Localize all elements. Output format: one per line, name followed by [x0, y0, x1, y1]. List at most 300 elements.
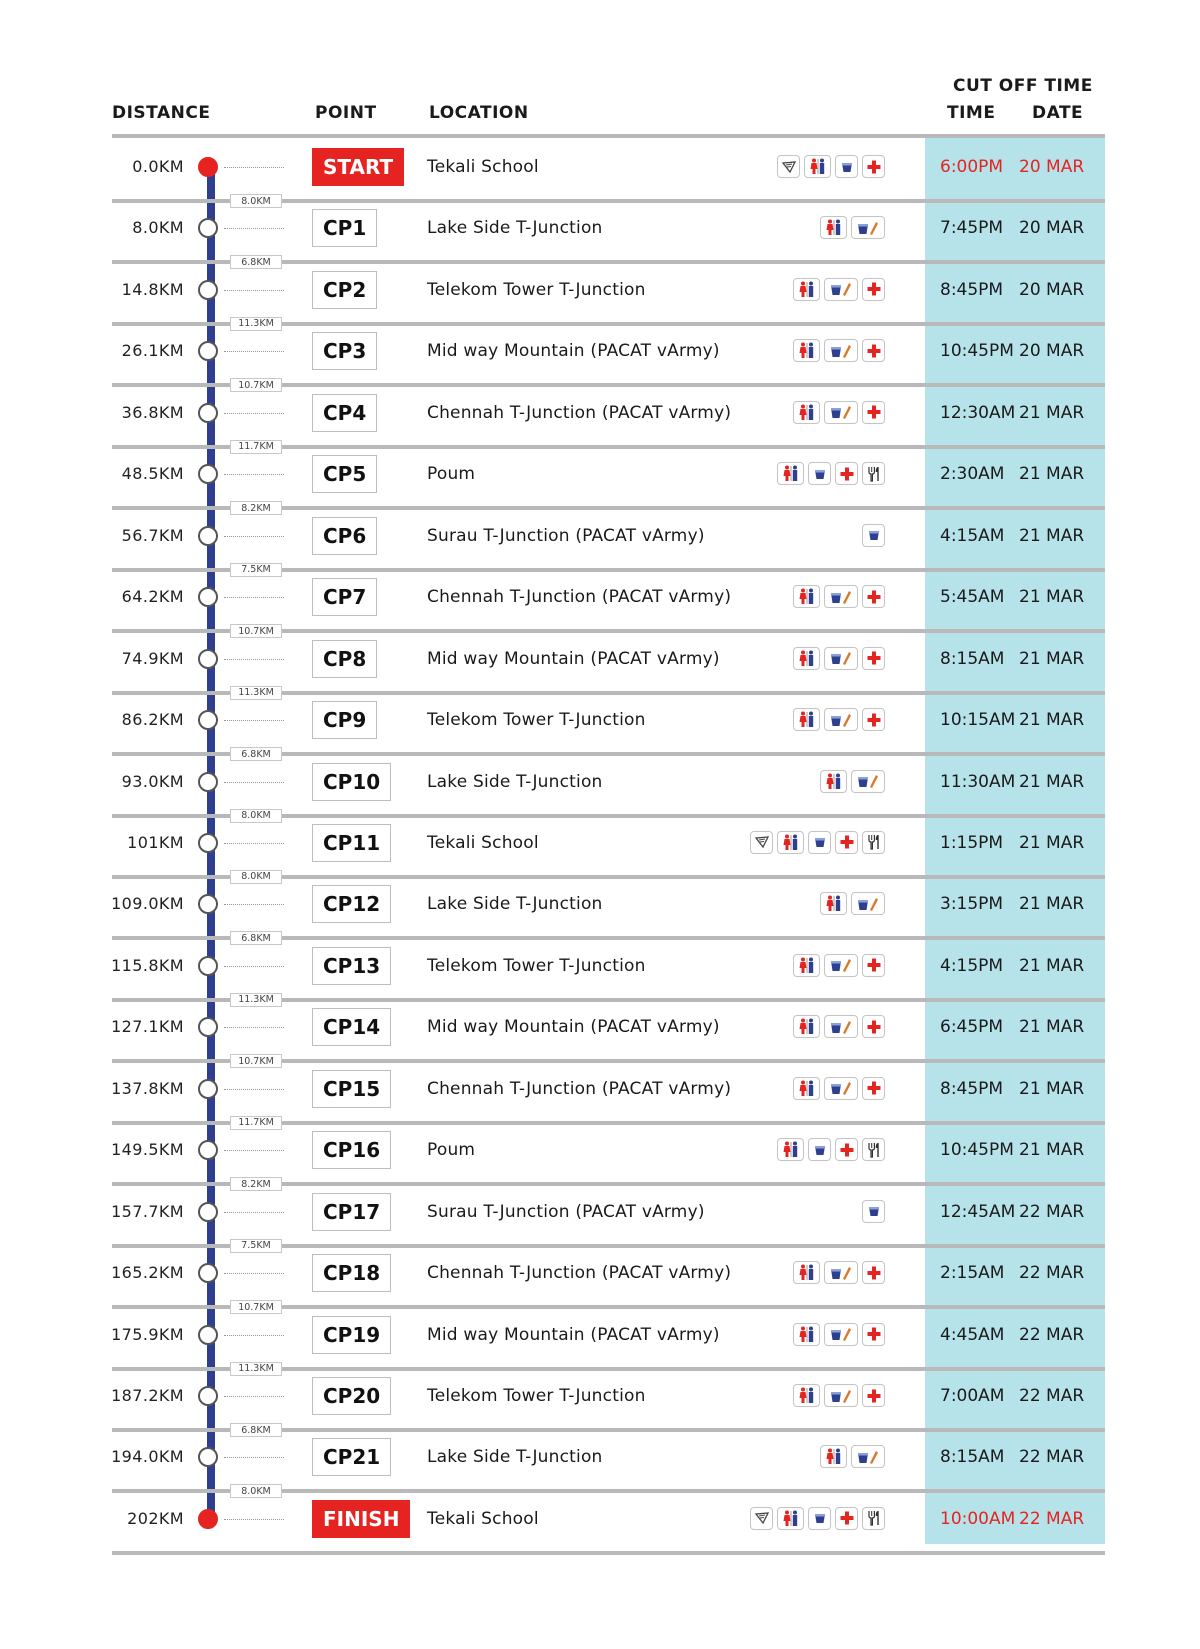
facility-icons [793, 585, 885, 608]
toilet-icon [820, 216, 847, 239]
distance-value: 194.0KM [111, 1447, 184, 1467]
cutoff-time: 10:00AM [940, 1508, 1016, 1529]
cutoff-date: 20 MAR [1019, 279, 1085, 300]
distance-value: 74.9KM [121, 648, 184, 668]
dotted-leader [224, 1089, 284, 1090]
cutoff-date: 21 MAR [1019, 710, 1085, 731]
segment-distance: 11.3KM [230, 993, 282, 1007]
point-badge: CP9 [312, 701, 377, 739]
segment-distance: 11.3KM [230, 1362, 282, 1376]
point-badge: CP4 [312, 394, 377, 432]
point-badge: CP17 [312, 1193, 391, 1231]
segment-distance: 11.7KM [230, 1116, 282, 1130]
aid-icon [862, 1323, 885, 1346]
aid-icon [862, 401, 885, 424]
dotted-leader [224, 1273, 284, 1274]
cutoff-date: 21 MAR [1019, 955, 1085, 976]
table-row [0, 885, 1200, 925]
facility-icons [862, 1200, 885, 1223]
point-badge: CP16 [312, 1131, 391, 1169]
location-name: Mid way Mountain (PACAT vArmy) [427, 1017, 720, 1038]
distance-value: 0.0KM [132, 157, 184, 176]
dotted-leader [224, 536, 284, 537]
cutoff-date: 20 MAR [1019, 157, 1085, 177]
distance-value: 137.8KM [111, 1078, 184, 1098]
location-name: Lake Side T-Junction [427, 771, 603, 792]
distance-value: 115.8KM [111, 955, 184, 975]
distance-value: 36.8KM [121, 402, 184, 422]
checkpoint-node [198, 526, 218, 546]
facility-icons [820, 892, 885, 915]
facility-icons [793, 401, 885, 424]
header-date: DATE [1032, 103, 1084, 123]
cutoff-date: 21 MAR [1019, 648, 1085, 669]
table-row [0, 947, 1200, 987]
cutoff-date: 21 MAR [1019, 1140, 1085, 1161]
table-row [0, 455, 1200, 495]
location-name: Chennah T-Junction (PACAT vArmy) [427, 1078, 732, 1099]
table-row [0, 1254, 1200, 1294]
toilet-icon [793, 1015, 820, 1038]
distance-value: 93.0KM [121, 771, 184, 791]
table-row [0, 517, 1200, 557]
cutoff-time: 10:45PM [940, 1140, 1014, 1161]
point-badge: CP10 [312, 763, 391, 801]
cutoff-date: 20 MAR [1019, 341, 1085, 362]
table-row [0, 578, 1200, 618]
point-badge: CP21 [312, 1438, 391, 1476]
header-location: LOCATION [429, 103, 529, 123]
table-row [0, 1316, 1200, 1356]
water-food-icon [851, 1445, 885, 1468]
cutoff-time: 5:45AM [940, 587, 1005, 608]
distance-value: 8.0KM [132, 218, 184, 238]
cutoff-date: 21 MAR [1019, 525, 1085, 546]
meal-icon [862, 462, 885, 485]
facility-icons [777, 155, 885, 178]
cutoff-time: 2:30AM [940, 464, 1005, 485]
point-badge: CP18 [312, 1254, 391, 1292]
table-row [0, 640, 1200, 680]
segment-distance: 11.7KM [230, 440, 282, 454]
checkpoint-node [198, 341, 218, 361]
cutoff-date: 22 MAR [1019, 1447, 1085, 1468]
water-icon [835, 155, 858, 178]
facility-icons [862, 524, 885, 547]
aid-icon [862, 1384, 885, 1407]
point-badge: CP13 [312, 947, 391, 985]
dotted-leader [224, 904, 284, 905]
location-name: Telekom Tower T-Junction [427, 710, 646, 731]
toilet-icon [793, 708, 820, 731]
segment-distance: 11.3KM [230, 317, 282, 331]
toilet-icon [793, 401, 820, 424]
aid-icon [835, 462, 858, 485]
facility-icons [793, 1384, 885, 1407]
checkpoint-node [198, 1079, 218, 1099]
segment-distance: 11.3KM [230, 686, 282, 700]
point-badge: CP15 [312, 1070, 391, 1108]
toilet-icon [793, 647, 820, 670]
aid-icon [862, 155, 885, 178]
cutoff-date: 22 MAR [1019, 1201, 1085, 1222]
cutoff-date: 21 MAR [1019, 771, 1085, 792]
toilet-icon [820, 770, 847, 793]
toilet-icon [820, 892, 847, 915]
header-cutoff-time: CUT OFF TIME [953, 76, 1093, 96]
water-food-icon [824, 1384, 858, 1407]
segment-distance: 6.8KM [230, 747, 282, 761]
toilet-icon [793, 339, 820, 362]
point-badge: START [312, 148, 404, 186]
dotted-leader [224, 228, 284, 229]
location-name: Mid way Mountain (PACAT vArmy) [427, 341, 720, 362]
cutoff-time: 8:15AM [940, 648, 1005, 669]
facility-icons [793, 339, 885, 362]
table-row [0, 1377, 1200, 1417]
dotted-leader [224, 720, 284, 721]
location-name: Chennah T-Junction (PACAT vArmy) [427, 587, 732, 608]
water-food-icon [824, 401, 858, 424]
aid-icon [862, 708, 885, 731]
water-food-icon [824, 1015, 858, 1038]
location-name: Lake Side T-Junction [427, 1447, 603, 1468]
cutoff-time: 2:15AM [940, 1263, 1005, 1284]
location-name: Chennah T-Junction (PACAT vArmy) [427, 1263, 732, 1284]
point-badge: CP7 [312, 578, 377, 616]
aid-icon [862, 1077, 885, 1100]
dotted-leader [224, 597, 284, 598]
distance-value: 14.8KM [121, 279, 184, 299]
dotted-leader [224, 474, 284, 475]
cutoff-time: 4:15PM [940, 955, 1004, 976]
distance-value: 165.2KM [111, 1263, 184, 1283]
segment-distance: 10.7KM [230, 624, 282, 638]
cutoff-time: 8:45PM [940, 1078, 1004, 1099]
terminal-node [198, 1509, 218, 1529]
meal-icon [862, 831, 885, 854]
toilet-icon [793, 585, 820, 608]
table-row [0, 148, 1200, 188]
facility-icons [793, 1077, 885, 1100]
segment-distance: 10.7KM [230, 1054, 282, 1068]
checkpoint-node [198, 649, 218, 669]
facility-icons [777, 462, 885, 485]
segment-distance: 7.5KM [230, 563, 282, 577]
point-badge: FINISH [312, 1500, 410, 1538]
cutoff-time: 1:15PM [940, 832, 1004, 853]
aid-icon [862, 1015, 885, 1038]
meal-icon [862, 1507, 885, 1530]
location-name: Tekali School [427, 832, 539, 853]
cutoff-time: 3:15PM [940, 894, 1004, 915]
table-row [0, 394, 1200, 434]
header-point: POINT [315, 103, 377, 123]
location-name: Poum [427, 1140, 476, 1161]
table-row [0, 1438, 1200, 1478]
cutoff-time: 4:45AM [940, 1324, 1005, 1345]
header-time: TIME [947, 103, 996, 123]
cutoff-date: 22 MAR [1019, 1263, 1085, 1284]
water-icon [862, 524, 885, 547]
cutoff-date: 22 MAR [1019, 1324, 1085, 1345]
distance-value: 202KM [127, 1508, 184, 1528]
point-badge: CP11 [312, 824, 391, 862]
water-icon [808, 831, 831, 854]
dotted-leader [224, 1027, 284, 1028]
facility-icons [777, 1138, 885, 1161]
cutoff-date: 22 MAR [1019, 1386, 1085, 1406]
cutoff-date: 22 MAR [1019, 1508, 1085, 1529]
segment-distance: 10.7KM [230, 1300, 282, 1314]
water-icon [862, 1200, 885, 1223]
cutoff-date: 20 MAR [1019, 218, 1085, 239]
aid-icon [862, 1261, 885, 1284]
facility-icons [793, 1015, 885, 1038]
aid-icon [862, 647, 885, 670]
cutoff-date: 21 MAR [1019, 1078, 1085, 1099]
header-distance: DISTANCE [112, 103, 211, 123]
cutoff-time: 8:15AM [940, 1447, 1005, 1468]
cutoff-date: 21 MAR [1019, 832, 1085, 853]
water-icon [808, 1507, 831, 1530]
cutoff-date: 21 MAR [1019, 402, 1085, 423]
segment-distance: 8.2KM [230, 1177, 282, 1191]
table-row [0, 1070, 1200, 1110]
timer-icon [750, 831, 773, 854]
segment-distance: 10.7KM [230, 378, 282, 392]
checkpoint-node [198, 403, 218, 423]
checkpoint-node [198, 1447, 218, 1467]
cutoff-time: 10:45PM [940, 341, 1014, 362]
distance-value: 157.7KM [111, 1201, 184, 1221]
timer-icon [777, 155, 800, 178]
facility-icons [793, 647, 885, 670]
checkpoint-node [198, 1386, 218, 1406]
location-name: Tekali School [427, 157, 539, 177]
table-row [0, 209, 1200, 249]
dotted-leader [224, 167, 284, 168]
cutoff-date: 21 MAR [1019, 587, 1085, 608]
table-row [0, 1131, 1200, 1171]
water-food-icon [851, 216, 885, 239]
checkpoint-node [198, 1017, 218, 1037]
water-food-icon [824, 585, 858, 608]
point-badge: CP6 [312, 517, 377, 555]
water-food-icon [824, 278, 858, 301]
checkpoint-node [198, 894, 218, 914]
toilet-icon [777, 1507, 804, 1530]
aid-icon [862, 954, 885, 977]
distance-value: 101KM [127, 832, 184, 852]
segment-distance: 6.8KM [230, 1423, 282, 1437]
toilet-icon [804, 155, 831, 178]
distance-value: 175.9KM [111, 1324, 184, 1344]
dotted-leader [224, 1150, 284, 1151]
facility-icons [750, 831, 885, 854]
distance-value: 64.2KM [121, 587, 184, 607]
aid-icon [835, 1138, 858, 1161]
distance-value: 187.2KM [111, 1386, 184, 1405]
distance-value: 86.2KM [121, 710, 184, 730]
facility-icons [793, 1261, 885, 1284]
cutoff-time: 11:30AM [940, 771, 1016, 792]
segment-distance: 6.8KM [230, 931, 282, 945]
facility-icons [820, 770, 885, 793]
location-name: Chennah T-Junction (PACAT vArmy) [427, 402, 732, 423]
toilet-icon [793, 1261, 820, 1284]
checkpoint-node [198, 772, 218, 792]
row-divider [112, 1551, 1105, 1555]
water-food-icon [824, 647, 858, 670]
dotted-leader [224, 843, 284, 844]
dotted-leader [224, 290, 284, 291]
cutoff-date: 21 MAR [1019, 894, 1085, 915]
checkpoint-node [198, 1140, 218, 1160]
water-food-icon [824, 1261, 858, 1284]
location-name: Telekom Tower T-Junction [427, 279, 646, 300]
dotted-leader [224, 966, 284, 967]
cutoff-time: 8:45PM [940, 279, 1004, 300]
facility-icons [820, 216, 885, 239]
segment-distance: 8.0KM [230, 1484, 282, 1498]
toilet-icon [793, 954, 820, 977]
facility-icons [793, 278, 885, 301]
location-name: Poum [427, 464, 476, 485]
dotted-leader [224, 1335, 284, 1336]
table-row [0, 332, 1200, 372]
water-food-icon [824, 339, 858, 362]
aid-icon [835, 1507, 858, 1530]
segment-distance: 8.0KM [230, 194, 282, 208]
toilet-icon [777, 1138, 804, 1161]
segment-distance: 8.0KM [230, 809, 282, 823]
toilet-icon [793, 1077, 820, 1100]
location-name: Surau T-Junction (PACAT vArmy) [427, 525, 705, 546]
cutoff-time: 4:15AM [940, 525, 1005, 546]
location-name: Surau T-Junction (PACAT vArmy) [427, 1201, 705, 1222]
toilet-icon [820, 1445, 847, 1468]
table-row [0, 1008, 1200, 1048]
aid-icon [835, 831, 858, 854]
toilet-icon [793, 1323, 820, 1346]
point-badge: CP3 [312, 332, 377, 370]
water-food-icon [824, 954, 858, 977]
checkpoint-node [198, 1325, 218, 1345]
water-food-icon [824, 708, 858, 731]
table-row [0, 824, 1200, 864]
point-badge: CP19 [312, 1316, 391, 1354]
checkpoint-node [198, 710, 218, 730]
facility-icons [793, 954, 885, 977]
cutoff-time: 6:00PM [940, 157, 1004, 177]
distance-value: 109.0KM [111, 894, 184, 914]
point-badge: CP20 [312, 1377, 391, 1415]
cutoff-time: 12:45AM [940, 1201, 1016, 1222]
point-badge: CP2 [312, 271, 377, 309]
water-icon [808, 1138, 831, 1161]
point-badge: CP5 [312, 455, 377, 493]
checkpoint-node [198, 956, 218, 976]
checkpoint-node [198, 1263, 218, 1283]
distance-value: 127.1KM [111, 1017, 184, 1037]
segment-distance: 6.8KM [230, 255, 282, 269]
point-badge: CP14 [312, 1008, 391, 1046]
segment-distance: 8.0KM [230, 870, 282, 884]
distance-value: 48.5KM [121, 464, 184, 484]
cutoff-time: 6:45PM [940, 1017, 1004, 1038]
distance-value: 56.7KM [121, 525, 184, 545]
aid-icon [862, 585, 885, 608]
checkpoint-node [198, 587, 218, 607]
table-row [0, 1193, 1200, 1233]
point-badge: CP8 [312, 640, 377, 678]
table-row [0, 1500, 1200, 1540]
segment-distance: 8.2KM [230, 501, 282, 515]
dotted-leader [224, 1457, 284, 1458]
cutoff-date: 21 MAR [1019, 1017, 1085, 1038]
table-row [0, 701, 1200, 741]
checkpoint-node [198, 464, 218, 484]
dotted-leader [224, 659, 284, 660]
dotted-leader [224, 1396, 284, 1397]
checkpoint-node [198, 218, 218, 238]
toilet-icon [793, 278, 820, 301]
table-row [0, 271, 1200, 311]
cutoff-time: 10:15AM [940, 710, 1016, 731]
toilet-icon [793, 1384, 820, 1407]
timer-icon [750, 1507, 773, 1530]
aid-icon [862, 278, 885, 301]
toilet-icon [777, 462, 804, 485]
distance-value: 26.1KM [121, 341, 184, 361]
table-row [0, 763, 1200, 803]
checkpoint-node [198, 1202, 218, 1222]
water-food-icon [851, 892, 885, 915]
row-divider [112, 134, 1105, 138]
toilet-icon [777, 831, 804, 854]
aid-icon [862, 339, 885, 362]
location-name: Tekali School [427, 1508, 539, 1529]
point-badge: CP1 [312, 209, 377, 247]
checkpoint-node [198, 280, 218, 300]
cutoff-time: 7:45PM [940, 218, 1004, 239]
water-food-icon [824, 1323, 858, 1346]
location-name: Lake Side T-Junction [427, 894, 603, 915]
water-food-icon [824, 1077, 858, 1100]
cutoff-time: 12:30AM [940, 402, 1016, 423]
water-icon [808, 462, 831, 485]
checkpoint-node [198, 833, 218, 853]
distance-value: 149.5KM [111, 1140, 184, 1160]
location-name: Telekom Tower T-Junction [427, 1386, 646, 1406]
cutoff-date: 21 MAR [1019, 464, 1085, 485]
water-food-icon [851, 770, 885, 793]
terminal-node [198, 157, 218, 177]
segment-distance: 7.5KM [230, 1239, 282, 1253]
location-name: Telekom Tower T-Junction [427, 955, 646, 976]
dotted-leader [224, 351, 284, 352]
meal-icon [862, 1138, 885, 1161]
point-badge: CP12 [312, 885, 391, 923]
cutoff-time: 7:00AM [940, 1386, 1005, 1406]
facility-icons [793, 1323, 885, 1346]
dotted-leader [224, 1212, 284, 1213]
dotted-leader [224, 782, 284, 783]
dotted-leader [224, 413, 284, 414]
dotted-leader [224, 1519, 284, 1520]
location-name: Lake Side T-Junction [427, 218, 603, 239]
